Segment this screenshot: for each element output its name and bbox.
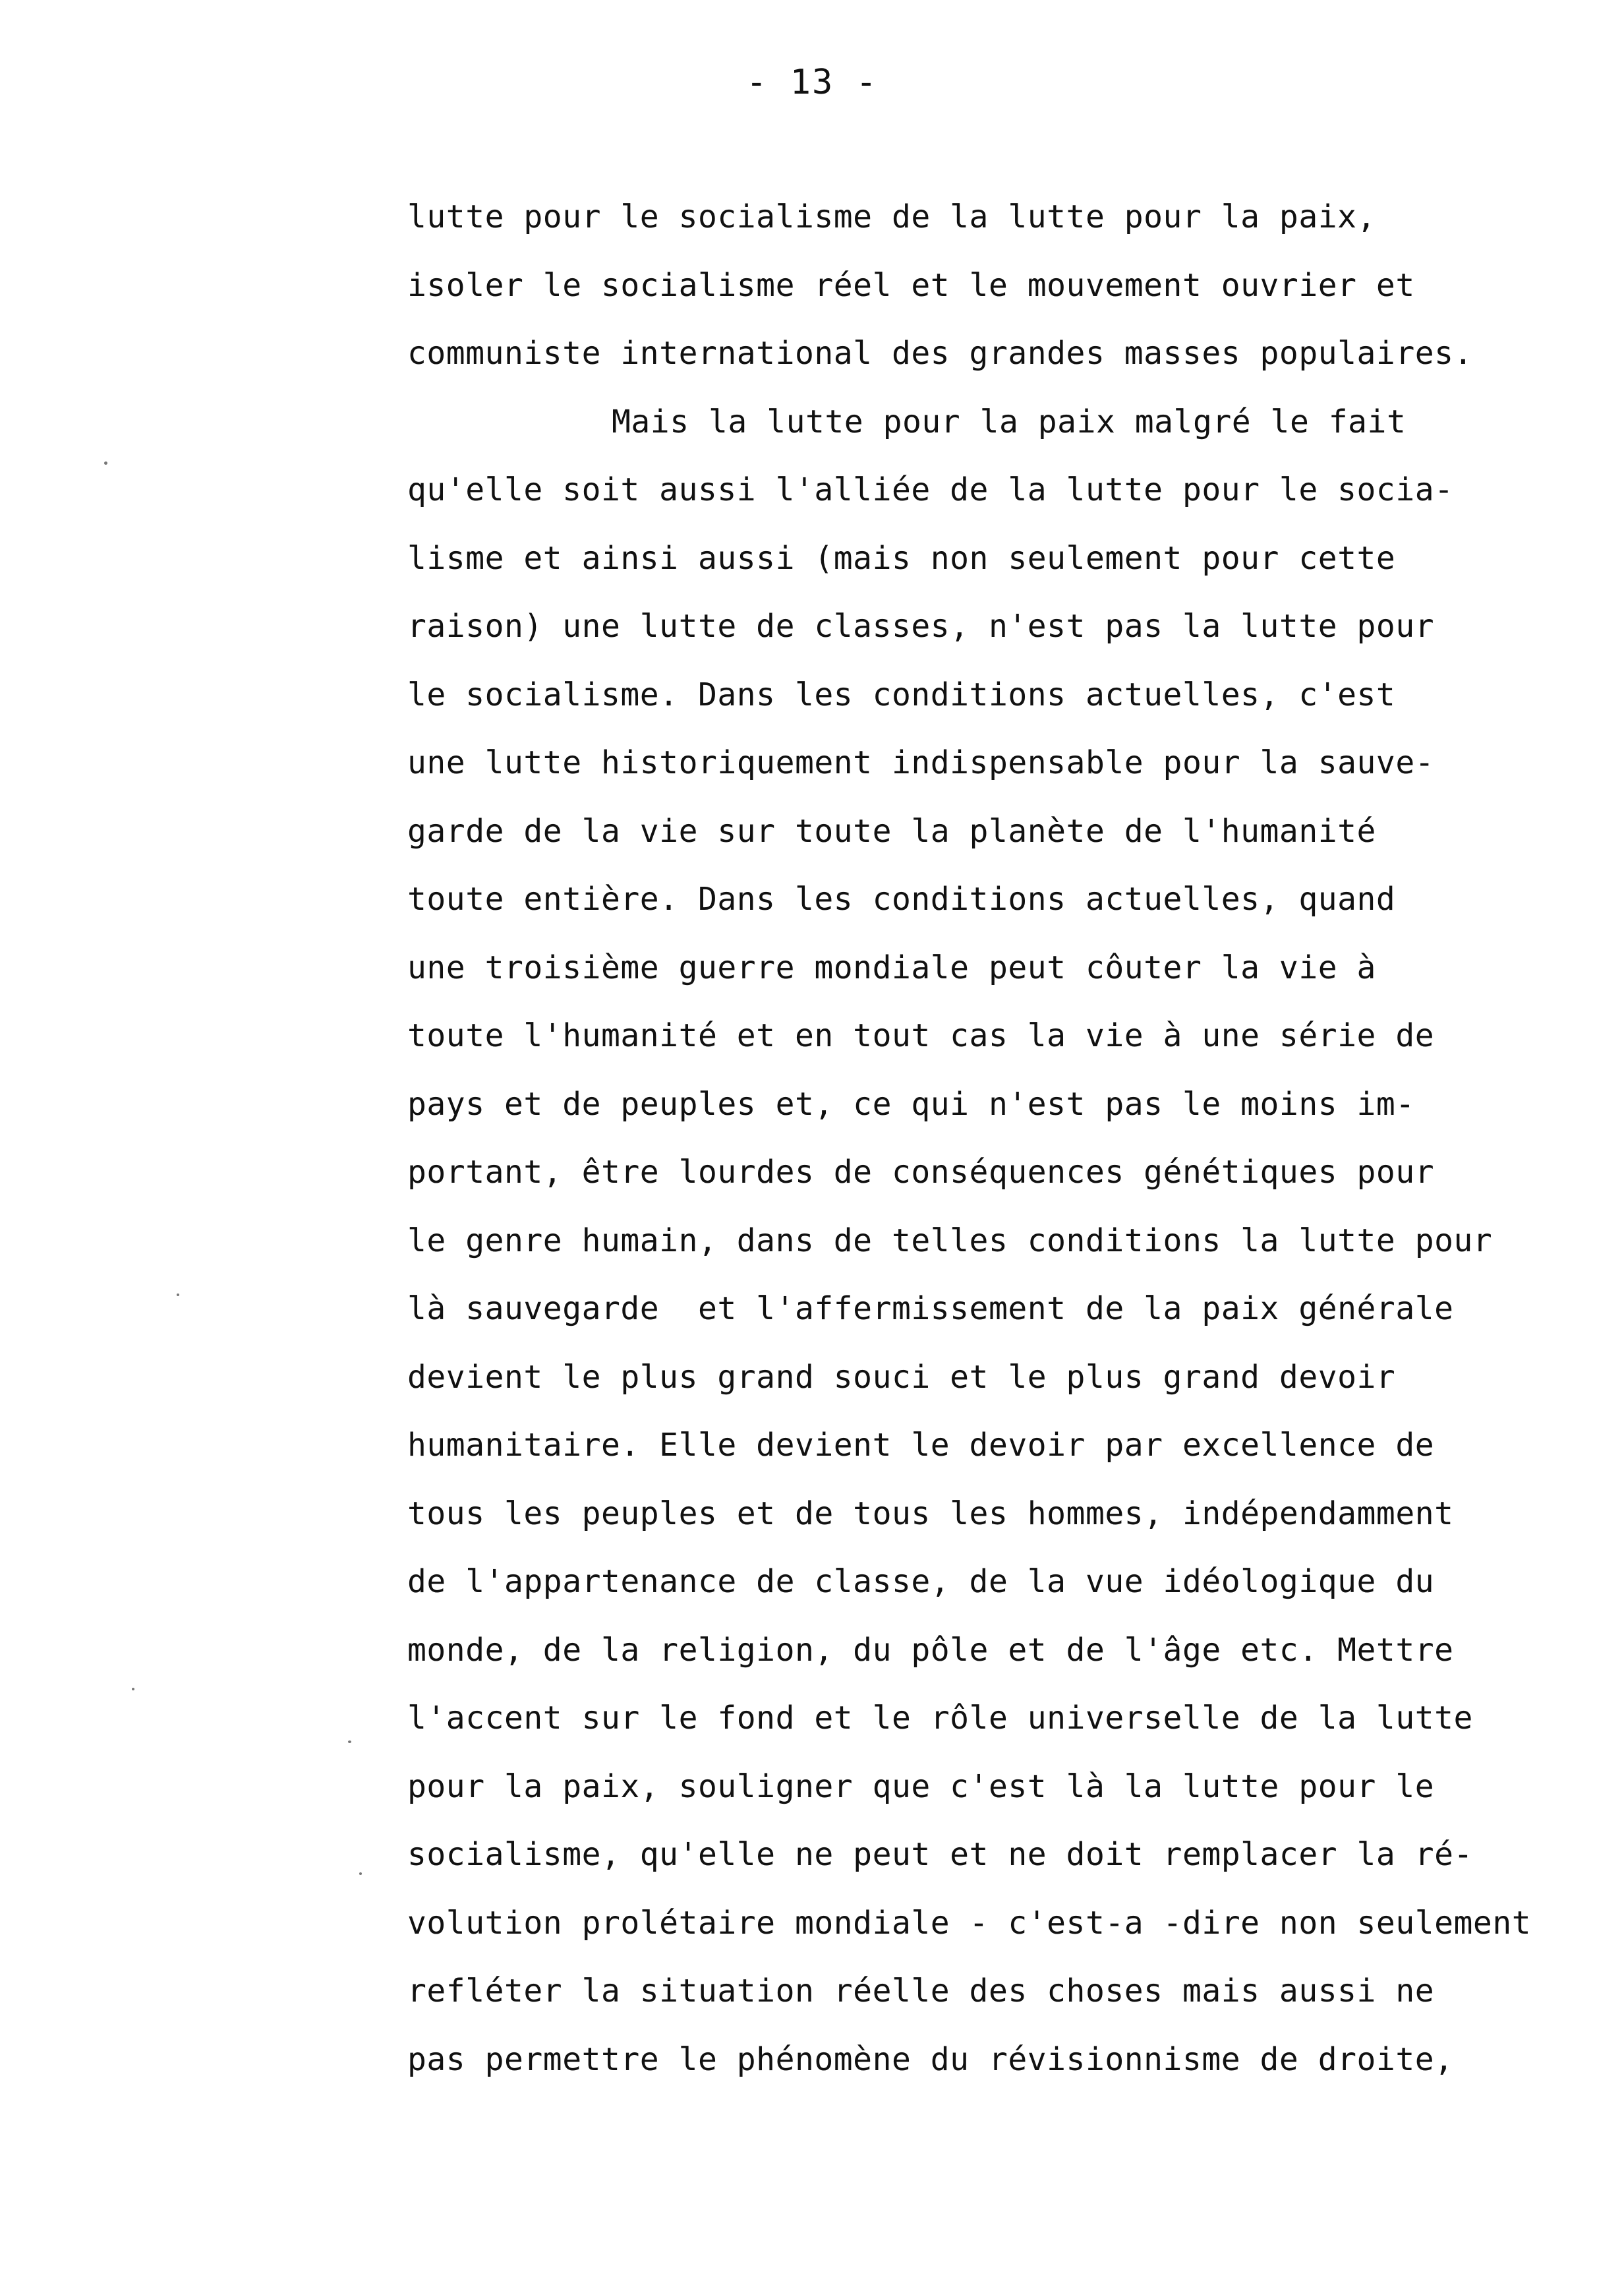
scan-speck	[359, 1872, 362, 1875]
scan-speck	[177, 1293, 179, 1296]
scan-speck	[348, 1740, 351, 1743]
text-line: devient le plus grand souci et le plus grand devoir	[407, 1358, 1396, 1396]
text-line: là sauvegarde et l'affermissement de la paix générale	[407, 1290, 1454, 1327]
text-line: le socialisme. Dans les conditions actuelles, c'est	[407, 676, 1396, 713]
text-line: pas permettre le phénomène du révisionnisme de droite,	[407, 2040, 1454, 2078]
body-text	[407, 183, 1594, 2094]
text-line: volution prolétaire mondiale - c'est-a -dire non seulement	[407, 1904, 1532, 1942]
text-line: refléter la situation réelle des choses mais aussi ne	[407, 1973, 1435, 2009]
text-line: toute l'humanité et en tout cas la vie à une série de	[407, 1017, 1435, 1054]
text-line: raison) une lutte de classes, n'est pas la lutte pour	[407, 608, 1435, 645]
text-line: une troisième guerre mondiale peut côuter la vie à	[407, 949, 1376, 986]
text-line: tous les peuples et de tous les hommes, indépendamment	[407, 1495, 1454, 1532]
text-line: une lutte historiquement indispensable pour la sauve-	[407, 744, 1435, 781]
paragraph-start-line: Mais la lutte pour la paix malgré le fait	[612, 403, 1406, 440]
text-line: monde, de la religion, du pôle et de l'âge etc. Mettre	[407, 1631, 1454, 1669]
text-line: pour la paix, souligner que c'est là la lutte pour le	[407, 1768, 1435, 1805]
text-line: le genre humain, dans de telles conditions la lutte pour	[407, 1222, 1493, 1259]
page-number: - 13 -	[746, 63, 878, 102]
text-line: socialisme, qu'elle ne peut et ne doit remplacer la ré-	[407, 1836, 1473, 1873]
text-line: toute entière. Dans les conditions actuelles, quand	[407, 881, 1396, 918]
scan-speck	[104, 461, 107, 465]
text-line: qu'elle soit aussi l'alliée de la lutte pour le socia-	[407, 471, 1454, 508]
text-line: pays et de peuples et, ce qui n'est pas le moins im-	[407, 1085, 1415, 1123]
text-line: garde de la vie sur toute la planète de l'humanité	[407, 812, 1376, 850]
text-line: humanitaire. Elle devient le devoir par excellence de	[407, 1427, 1435, 1464]
text-line: de l'appartenance de classe, de la vue idéologique du	[407, 1563, 1435, 1600]
text-line: communiste international des grandes masses populaires.	[407, 335, 1473, 372]
text-line: lutte pour le socialisme de la lutte pour la paix,	[407, 198, 1376, 235]
text-line: l'accent sur le fond et le rôle universelle de la lutte	[407, 1700, 1473, 1737]
scan-speck	[132, 1688, 134, 1690]
text-line: lisme et ainsi aussi (mais non seulement pour cette	[407, 539, 1396, 577]
text-line: isoler le socialisme réel et le mouvement ouvrier et	[407, 266, 1415, 304]
text-line: portant, être lourdes de conséquences génétiques pour	[407, 1154, 1435, 1191]
